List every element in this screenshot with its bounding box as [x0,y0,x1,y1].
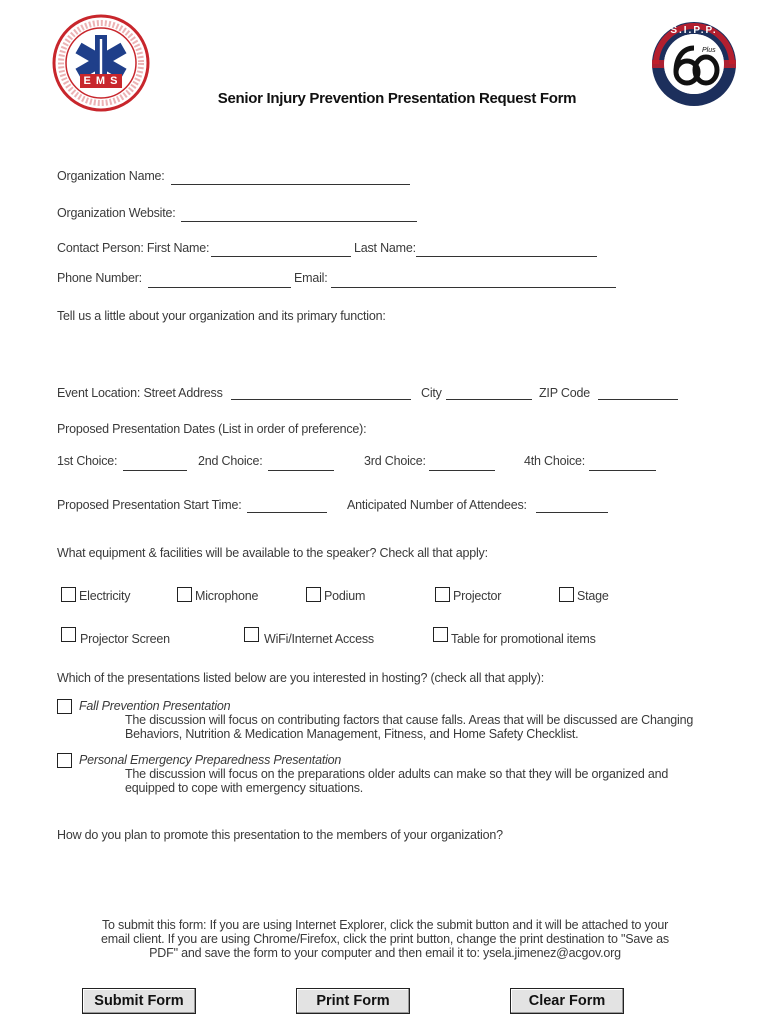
podium-label: Podium [324,589,366,603]
projector-label: Projector [453,589,502,603]
email-label: Email: [294,271,328,285]
emergency-desc-line-1: The discussion will focus on the preparations older adults can make so that they will be organized and [125,767,669,781]
phone-field[interactable] [148,287,291,288]
sipp-plus-text: Plus [702,47,716,54]
electricity-checkbox[interactable] [61,587,76,602]
fall-prevention-checkbox[interactable] [57,699,72,714]
fall-prevention-description [125,713,735,741]
emergency-desc-line-2: equipped to cope with emergency situations. [125,781,364,795]
choice1-field[interactable] [123,470,187,471]
emergency-preparedness-description [125,767,735,795]
ems-center-text: E M S [83,75,119,87]
city-field[interactable] [446,399,532,400]
sipp-arc-text: S.I.P.P. [670,25,718,36]
attendees-field[interactable] [536,512,608,513]
table-checkbox[interactable] [433,627,448,642]
submit-instructions [60,918,710,960]
zip-field[interactable] [598,399,678,400]
wifi-label: WiFi/Internet Access [264,632,374,646]
stage-label: Stage [577,589,609,603]
email-field[interactable] [331,287,616,288]
fall-prevention-title: Fall Prevention Presentation [79,699,231,713]
attendees-label: Anticipated Number of Attendees: [347,498,527,512]
street-address-field[interactable] [231,399,411,400]
equipment-label: What equipment & facilities will be available to the speaker? Check all that apply: [57,546,488,560]
org-website-field[interactable] [181,221,417,222]
emergency-preparedness-checkbox[interactable] [57,753,72,768]
fall-desc-line-1: The discussion will focus on contributing factors that cause falls. Areas that will be discussed are Changing [125,713,694,727]
last-name-field[interactable] [416,256,597,257]
choice4-field[interactable] [589,470,656,471]
projector-screen-label: Projector Screen [80,632,170,646]
choice3-label: 3rd Choice: [364,454,426,468]
submit-form-button[interactable]: Submit Form [82,988,196,1014]
electricity-label: Electricity [79,589,131,603]
start-time-label: Proposed Presentation Start Time: [57,498,242,512]
start-time-field[interactable] [247,512,327,513]
submit-note-line-3: PDF" and save the form to your computer and then email it to: ysela.jimenez@acgov.org [149,946,621,960]
form-title: Senior Injury Prevention Presentation Request Form [217,90,577,107]
last-name-label: Last Name: [354,241,416,255]
projector-checkbox[interactable] [435,587,450,602]
emergency-preparedness-title: Personal Emergency Preparedness Presentation [79,753,342,767]
promote-field[interactable] [57,846,707,906]
choice4-label: 4th Choice: [524,454,586,468]
print-form-button[interactable]: Print Form [296,988,410,1014]
org-website-label: Organization Website: [57,206,176,220]
microphone-checkbox[interactable] [177,587,192,602]
event-location-label: Event Location: Street Address [57,386,223,400]
table-label: Table for promotional items [451,632,596,646]
submit-note-line-1: To submit this form: If you are using Internet Explorer, click the submit button and it will be attached to your [101,918,669,932]
presentations-label: Which of the presentations listed below are you interested in hosting? (check all that apply): [57,671,545,685]
podium-checkbox[interactable] [306,587,321,602]
clear-form-button[interactable]: Clear Form [510,988,624,1014]
choice1-label: 1st Choice: [57,454,118,468]
city-label: City [421,386,442,400]
about-label: Tell us a little about your organization and its primary function: [57,309,386,323]
first-name-field[interactable] [211,256,351,257]
wifi-checkbox[interactable] [244,627,259,642]
projector-screen-checkbox[interactable] [61,627,76,642]
org-name-label: Organization Name: [57,169,165,183]
choice2-label: 2nd Choice: [198,454,263,468]
dates-label: Proposed Presentation Dates (List in order of preference): [57,422,367,436]
about-field[interactable] [57,328,707,378]
phone-label: Phone Number: [57,271,142,285]
microphone-label: Microphone [195,589,259,603]
promote-label: How do you plan to promote this presentation to the members of your organization? [57,828,503,842]
stage-checkbox[interactable] [559,587,574,602]
submit-note-line-2: email client. If you are using Chrome/Firefox, click the print button, change the print destination to "Save as [101,932,669,946]
org-name-field[interactable] [171,184,410,185]
choice2-field[interactable] [268,470,334,471]
zip-label: ZIP Code [539,386,590,400]
fall-desc-line-2: Behaviors, Nutrition & Medication Management, Fitness, and Home Safety Checklist. [125,727,579,741]
choice3-field[interactable] [429,470,495,471]
contact-first-name-label: Contact Person: First Name: [57,241,210,255]
